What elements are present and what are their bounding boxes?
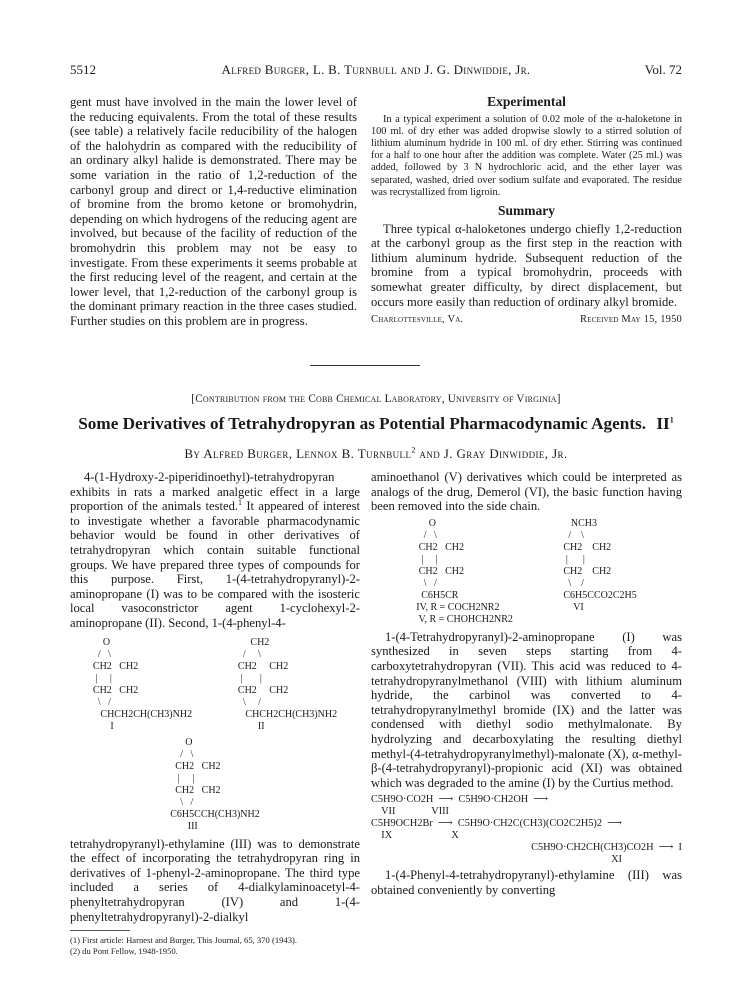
phenyl-paragraph: 1-(4-Phenyl-4-tetrahydropyranyl)-ethylamine (III) was obtained conveniently by converting <box>371 868 682 897</box>
contribution-line: [Contribution from the Cobb Chemical Laboratory, University of Virginia] <box>191 393 561 405</box>
location: Charlottesville, Va. <box>371 314 464 326</box>
byline-part-a: By Alfred Burger, Lennox B. Turnbull <box>184 446 412 461</box>
footnote-1: (1) First article: Harnest and Burger, This Journal, 65, 370 (1943). <box>70 935 298 946</box>
analogs-paragraph: aminoethanol (V) derivatives which could be interpreted as analogs of the drug, Demerol (VI), the basic function having been removed into the side chain. <box>371 470 682 514</box>
received-date: Received May 15, 1950 <box>580 314 682 326</box>
byline-footnote-mark: 2 <box>411 445 416 455</box>
types-paragraph: tetrahydropyranyl)-ethylamine (III) was to demonstrate the effect of incorporating the tetrahydropyran ring in derivatives of 1-phenyl-2-aminopropane. The third type included a series of 4-dialkylaminoacetyl-4-phenyltetrahydropyran (IV) and 1-(4-phenyltetrahydropyranyl)-2-dialkyl <box>70 836 360 924</box>
structure-VI: NCH3 / \ CH2 CH2 | | CH2 CH2 \ / C6H5CCO2C2H5 VI <box>563 517 637 613</box>
section-divider <box>310 365 420 366</box>
scheme-line-1: C5H9O·CO2H ⟶ C5H9O·CH2OH ⟶ <box>371 794 549 806</box>
intro-paragraph <box>70 470 360 631</box>
volume-number: Vol. 72 <box>644 62 682 77</box>
footnote-2: (2) du Pont Fellow, 1948-1950. <box>70 945 178 956</box>
structures-IV-VI <box>371 518 682 626</box>
scheme-labels-1: VII VIII <box>371 806 449 818</box>
structure-II: CH2 / \ CH2 CH2 | | CH2 CH2 \ / CHCH2CH(CH3)NH2 II <box>237 636 338 732</box>
intro-footnote-mark: 1 <box>238 498 243 507</box>
article-right-column <box>371 470 682 898</box>
scheme-labels-2: IX X <box>371 830 459 842</box>
prev-article-left-column <box>70 95 357 329</box>
structure-I: O / \ CH2 CH2 | | CH2 CH2 \ / CHCH2CH(CH3)NH2 I <box>92 636 193 732</box>
structure-III-wrap <box>70 737 360 833</box>
footnote-rule <box>70 930 130 931</box>
byline-part-b: and J. Gray Dinwiddie, Jr. <box>419 446 568 461</box>
scheme-labels-3: XI <box>580 854 622 866</box>
experimental-heading: Experimental <box>487 94 566 109</box>
intro-text-a: 4-(1-Hydroxy-2-piperidinoethyl)-tetrahydropyran exhibits in rats a marked analgetic effect in a large proportion of the animals tested. <box>70 470 360 514</box>
article-title <box>68 414 684 434</box>
page-number: 5512 <box>70 62 96 77</box>
summary-heading: Summary <box>498 203 555 219</box>
article-title-numeral: II <box>656 414 670 433</box>
structure-IV-V: O / \ CH2 CH2 | | CH2 CH2 \ / C6H5CR IV, R = COCH2NR2 V, R = CHOHCH2NR2 <box>416 517 513 625</box>
scheme-line-3: C5H9O·CH2CH(CH3)CO2H ⟶ I <box>531 842 682 854</box>
intro-text-b: It appeared of interest to investigate whether a favorable pharmacodynamic behavior would be found in other derivatives of tetrahydropyran which contain suitable functional groups. We have prepared three types of compounds for this purpose. First, 1-(4-tetrahydropyranyl)-2-aminopropane (I) was to be compared with the isosteric local vasoconstrictor agent 1-cyclohexyl-2-aminopropane (II). Second, 1-(4-phenyl-4- <box>70 499 360 630</box>
structure-III: O / \ CH2 CH2 | | CH2 CH2 \ / C6H5CCH(CH3)NH2 III <box>170 736 260 832</box>
reaction-scheme <box>371 794 682 866</box>
synthesis-paragraph: 1-(4-Tetrahydropyranyl)-2-aminopropane (I) was synthesized in seven steps starting from 4-carboxytetrahydropyran (VII). This acid was reduced to 4-tetrahydropyranylmethanol (VIII) with lithium aluminum hydride, the carbinol was converted to 4-tetrahydropyranylmethyl bromide (IX) and the latter was condensed with diethyl sodio methylmalonate. By hydrolyzing and decarboxylating the resulting diethyl methyl-(4-tetrahydropyranylmethyl)-malonate (X), α-methyl-β-(4-tetrahydropyranyl)-propionic acid (XI) was obtained which was degraded to the amine (I) by the Curtius method. <box>371 629 682 790</box>
byline <box>70 446 682 462</box>
running-authors: Alfred Burger, L. B. Turnbull and J. G. Dinwiddie, Jr. <box>221 62 531 77</box>
experimental-text: In a typical experiment a solution of 0.02 mole of the α-haloketone in 100 ml. of dry ether was added dropwise slowly to a stirred solution of lithium aluminum hydride in 100 ml. of dry ether. Stirring was continued for a half to one hour after the addition was complete. Water (25 ml.) was added, followed by 3 N hydrochloric acid, and the ether layer was separated, washed, dried over sodium sulfate and evaporated. The residue was recrystallized from ligroin. <box>371 113 682 198</box>
article-title-text: Some Derivatives of Tetrahydropyran as Potential Pharmacodynamic Agents. <box>78 414 647 433</box>
article-left-column <box>70 470 360 956</box>
structures-I-II <box>70 637 360 733</box>
prev-article-paragraph: gent must have involved in the main the lower level of the reducing equivalents. From the total of these results (see table) a relatively facile reducibility of the halogen of the halohydrin as compared with the reducibility of an ordinary alkyl halide is demonstrated. There may be some variation in the ratio of 1,2-reduction of the carbonyl group and direct or 1,4-reductive elimination of bromine from the bromo ketone or bromohydrin, depending on which hydrogens of the reducing agent are involved, but because of the facility of reduction of the bromohydrin this problem may not be easy to investigate. From these experiments it seems probable at the first reducing level of the reagent, and certain at the lower level, that 1,2-reduction of the carbonyl group is the dominant primary reaction in the three cases studied. Further studies on this problem are in progress. <box>70 95 357 328</box>
summary-text: Three typical α-haloketones undergo chiefly 1,2-reduction at the carbonyl group as the first step in the reaction with lithium aluminum hydride. Subsequent reduction of the bromine from a typical bromohydrin, proceeds with somewhat greater difficulty, by direct displacement, but occurs more easily than reduction of ordinary alkyl bromide. <box>371 221 682 309</box>
prev-article-right-column <box>371 95 682 328</box>
signature-line <box>371 313 682 328</box>
title-footnote-mark: 1 <box>669 415 674 425</box>
running-header <box>70 62 682 82</box>
scheme-line-2: C5H9OCH2Br ⟶ C5H9O·CH2C(CH3)(CO2C2H5)2 ⟶ <box>371 818 622 830</box>
